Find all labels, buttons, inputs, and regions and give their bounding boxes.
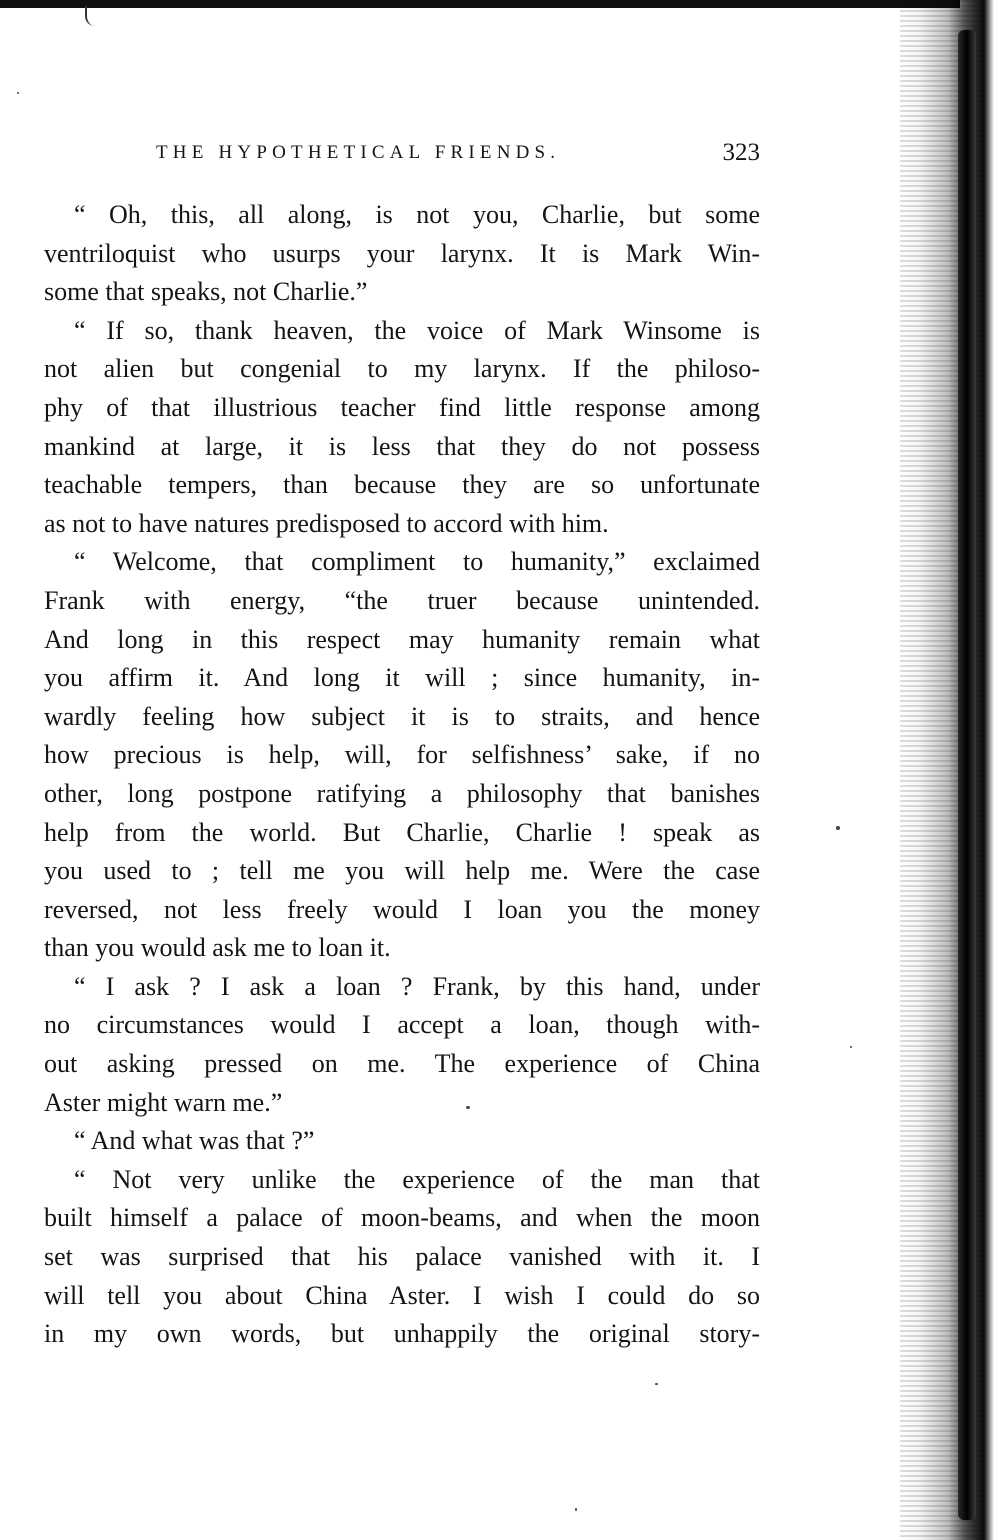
text-line: in my own words, but unhappily the original story-: [44, 1319, 760, 1349]
text-line: “ If so, thank heaven, the voice of Mark Winsome is: [74, 315, 760, 345]
page-corner-mark: [85, 6, 99, 26]
ink-speck: [466, 1106, 470, 1109]
text-line: wardly feeling how subject it is to straits, and hence: [44, 701, 760, 731]
ink-speck: [17, 92, 19, 94]
text-line: how precious is help, will, for selfishness’ sake, if no: [44, 740, 760, 770]
body-text: [44, 196, 760, 1354]
page-top-edge: [0, 0, 960, 8]
text-line: not alien but congenial to my larynx. If the philoso-: [44, 354, 760, 384]
text-line: help from the world. But Charlie, Charlie ! speak as: [44, 817, 760, 847]
text-line: teachable tempers, than because they are so unfortunate: [44, 470, 760, 500]
text-line: Frank with energy, “the truer because unintended.: [44, 585, 760, 615]
text-line: “ Not very unlike the experience of the man that: [74, 1164, 760, 1194]
text-line: reversed, not less freely would I loan you the money: [44, 894, 760, 924]
ink-speck: [836, 826, 840, 830]
text-line: you affirm it. And long it will ; since humanity, in-: [44, 663, 760, 693]
text-line: And long in this respect may humanity remain what: [44, 624, 760, 654]
book-fore-edge: [900, 0, 1000, 1540]
text-line: “ I ask ? I ask a loan ? Frank, by this hand, under: [74, 971, 760, 1001]
text-line: out asking pressed on me. The experience of China: [44, 1049, 760, 1079]
text-line: will tell you about China Aster. I wish I could do so: [44, 1280, 760, 1310]
running-head: [44, 136, 760, 170]
page-number: 323: [722, 139, 760, 166]
text-line: no circumstances would I accept a loan, though with-: [44, 1010, 760, 1040]
text-line: “ Oh, this, all along, is not you, Charlie, but some: [74, 200, 760, 229]
ink-speck: [850, 1046, 852, 1048]
ink-speck: [655, 1383, 658, 1385]
text-line: as not to have natures predisposed to accord with him.: [44, 508, 609, 538]
ink-speck: [575, 1508, 577, 1511]
text-line: than you would ask me to loan it.: [44, 933, 391, 963]
text-line: ventriloquist who usurps your larynx. It is Mark Win-: [44, 238, 760, 268]
text-line: “ And what was that ?”: [74, 1126, 315, 1156]
text-line: some that speaks, not Charlie.”: [44, 277, 368, 307]
text-line: “ Welcome, that compliment to humanity,” exclaimed: [74, 547, 760, 577]
text-line: mankind at large, it is less that they do not possess: [44, 431, 760, 461]
text-line: Aster might warn me.”: [44, 1087, 283, 1117]
book-binding-shadow: [958, 30, 976, 1520]
text-line: phy of that illustrious teacher find little response among: [44, 392, 760, 422]
text-line: other, long postpone ratifying a philosophy that banishes: [44, 778, 760, 808]
text-line: you used to ; tell me you will help me. Were the case: [44, 856, 760, 886]
running-head-title: THE HYPOTHETICAL FRIENDS.: [156, 142, 561, 163]
text-line: set was surprised that his palace vanished with it. I: [44, 1242, 760, 1272]
text-line: built himself a palace of moon-beams, and when the moon: [44, 1203, 760, 1233]
